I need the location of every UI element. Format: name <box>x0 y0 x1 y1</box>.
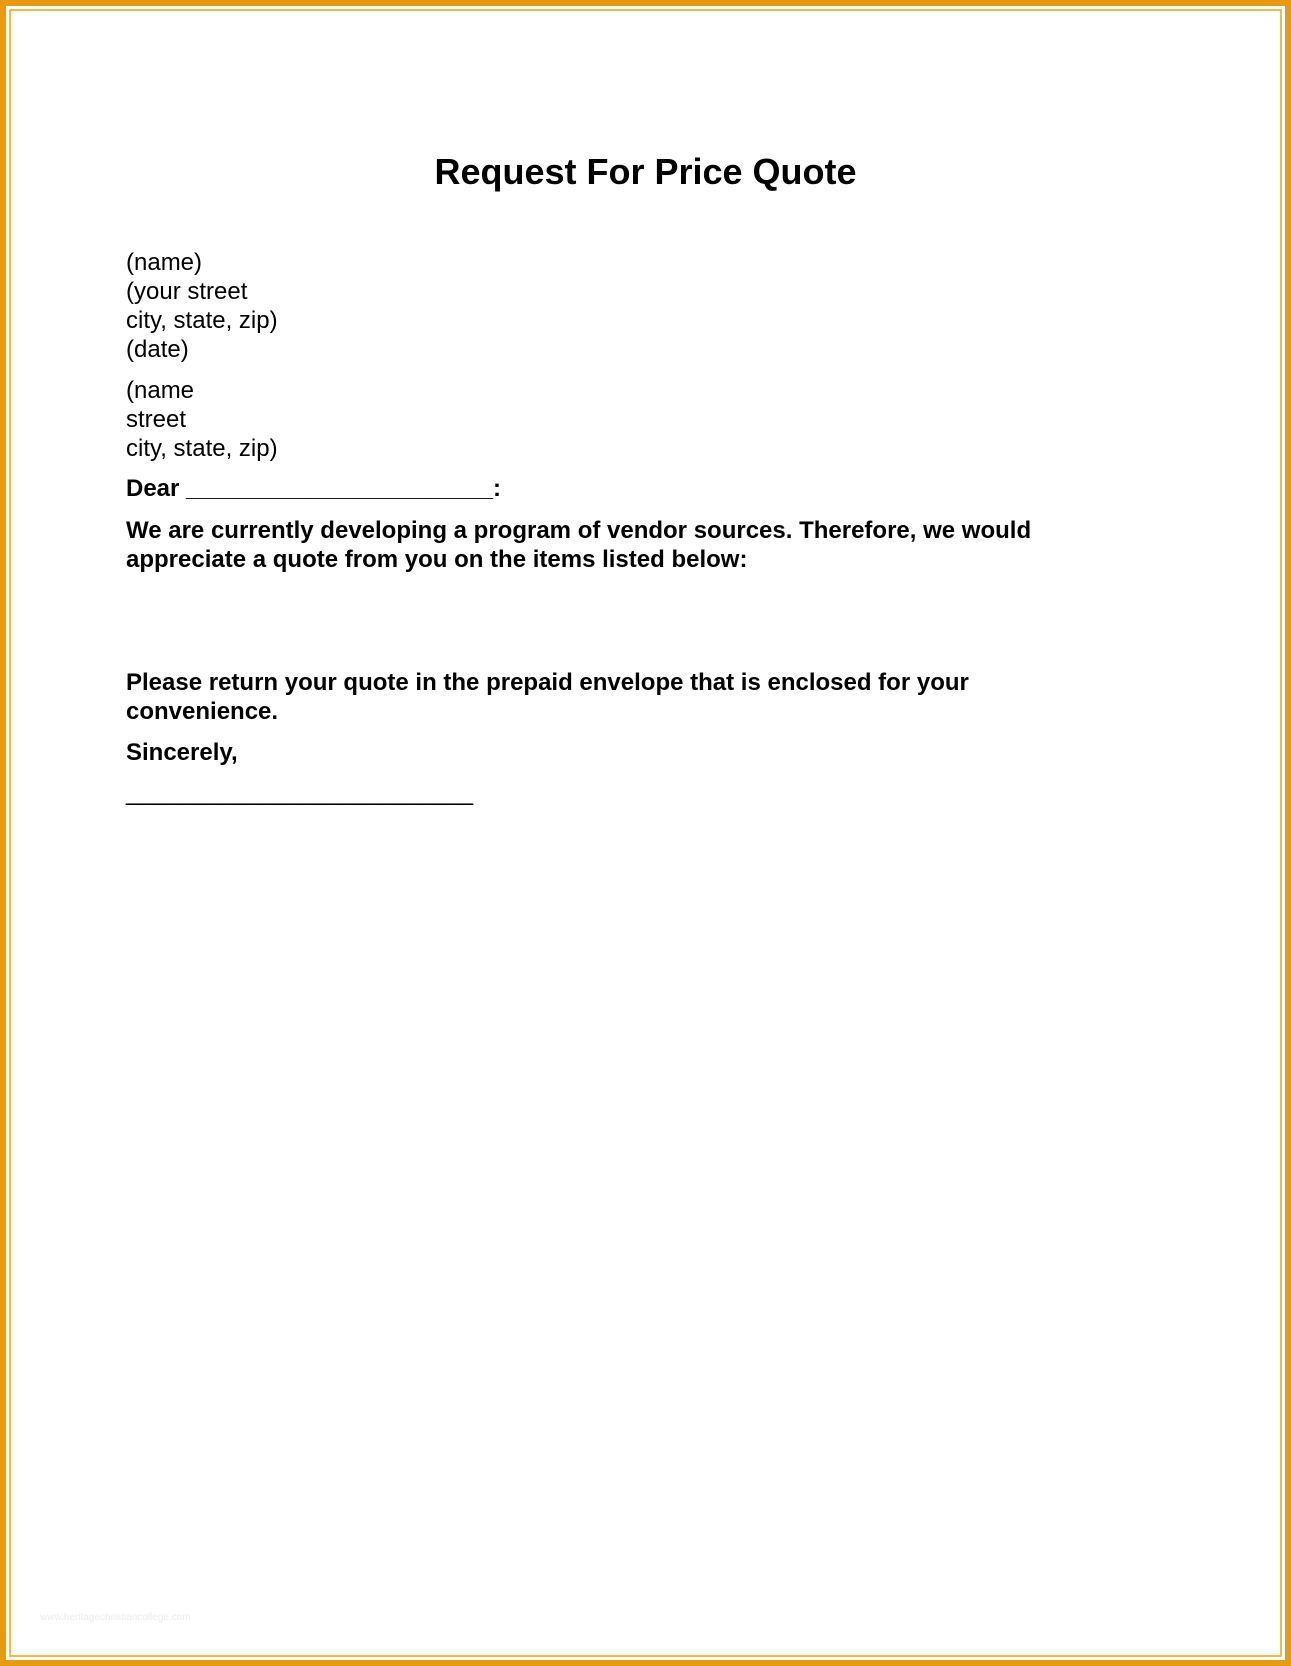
recipient-address <box>126 376 278 463</box>
body-paragraph-request <box>126 516 1031 574</box>
body-paragraph-request-line-2: appreciate a quote from you on the items listed below: <box>126 546 748 573</box>
body-paragraph-return-line-2: convenience. <box>126 698 279 725</box>
recipient-name: (name <box>126 377 195 404</box>
sender-name: (name) <box>126 249 203 276</box>
sender-address <box>126 248 278 364</box>
body-paragraph-request-line-1: We are currently developing a program of vendor sources. Therefore, we would <box>126 517 1032 544</box>
sender-city-state-zip: city, state, zip) <box>126 307 278 334</box>
salutation: Dear _______________________: <box>126 475 502 502</box>
document-title: Request For Price Quote <box>434 151 857 192</box>
recipient-city-state-zip: city, state, zip) <box>126 435 278 462</box>
body-paragraph-return <box>126 668 969 726</box>
signature-line: __________________________ <box>126 779 474 806</box>
closing: Sincerely, <box>126 739 238 766</box>
sender-street: (your street <box>126 278 248 305</box>
letter-date: (date) <box>126 336 189 363</box>
watermark-text: www.heritagechristiancollege.com <box>40 1612 191 1623</box>
recipient-street: street <box>126 406 187 433</box>
body-paragraph-return-line-1: Please return your quote in the prepaid envelope that is enclosed for your <box>126 669 969 696</box>
